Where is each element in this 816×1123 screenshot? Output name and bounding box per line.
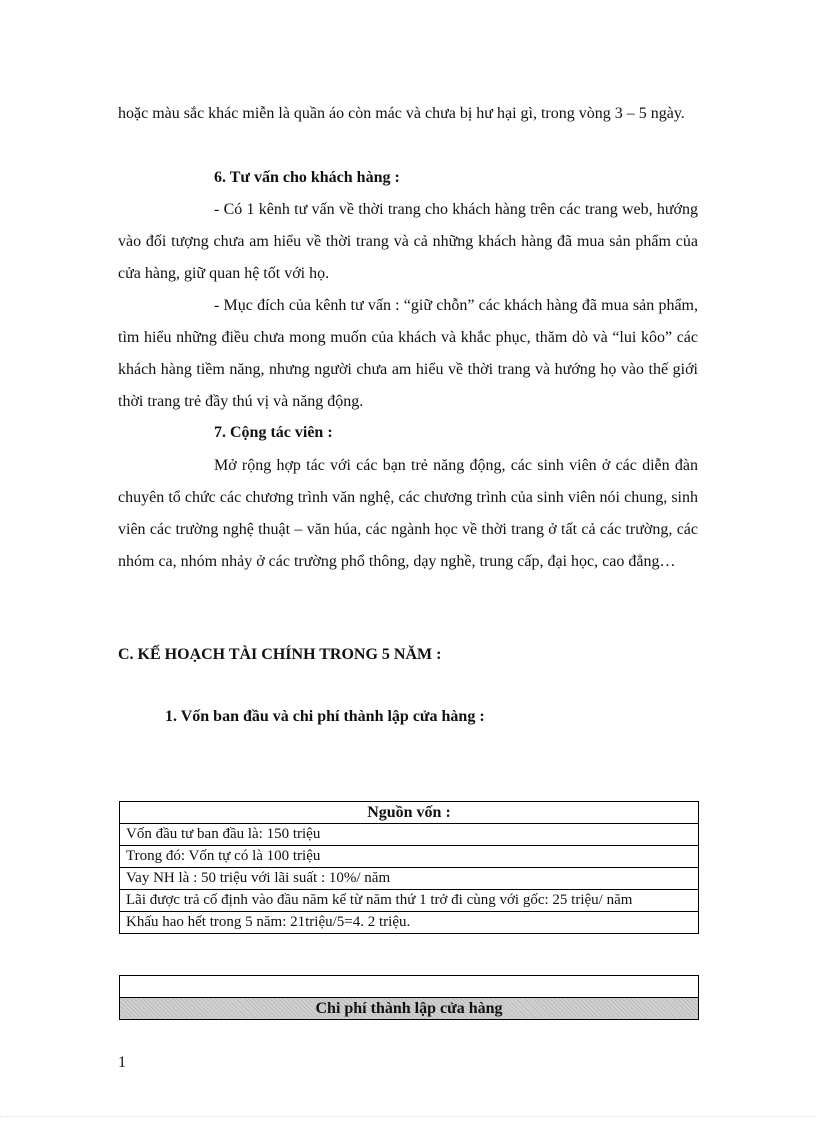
- table-cell: Trong đó: Vốn tự có là 100 triệu: [120, 846, 699, 868]
- cost-table-header: Chi phí thành lập cửa hàng: [120, 998, 699, 1020]
- heading-collaborators: 7. Cộng tác viên :: [214, 424, 333, 441]
- page-bottom-divider: [0, 1116, 816, 1117]
- table-row: [120, 824, 699, 846]
- table-header-row: [120, 802, 699, 824]
- heading-consulting: 6. Tư vấn cho khách hàng :: [214, 169, 400, 186]
- section-c-title: C. KẾ HOẠCH TÀI CHÍNH TRONG 5 NĂM :: [118, 646, 442, 663]
- table-cell: Vốn đầu tư ban đầu là: 150 triệu: [120, 824, 699, 846]
- paragraph-return-policy: hoặc màu sắc khác miễn là quần áo còn mác và chưa bị hư hại gì, trong vòng 3 – 5 ngày.: [118, 105, 685, 122]
- table-row: [120, 976, 699, 998]
- subsection-initial-capital: 1. Vốn ban đầu và chi phí thành lập cửa hàng :: [165, 708, 485, 725]
- table-row: [120, 890, 699, 912]
- table-row: [120, 868, 699, 890]
- paragraph-consulting-purpose: - Mục đích của kênh tư vấn : “giữ chỗn” các khách hàng đã mua sản phẩm, tìm hiểu những điều chưa mong muốn của khách và khắc phục, thăm dò và “lui kôo” các khách hàng tiềm năng, nhưng người chưa am hiểu về thời trang và hướng họ vào thế giới thời trang trẻ đầy thú vị và năng động.: [118, 297, 698, 410]
- capital-table: [119, 801, 699, 934]
- paragraph-collaborators: Mở rộng hợp tác với các bạn trẻ năng động, các sinh viên ở các diễn đàn chuyên tổ chức các chương trình văn nghệ, các chương trình của sinh viên nói chung, sinh viên các trường nghệ thuật – văn húa, các ngành học về thời trang ở tất cả các trường, các nhóm ca, nhóm nhảy ở các trường phổ thông, dạy nghề, trung cấp, đại học, cao đẳng…: [118, 457, 698, 570]
- table-cell-blank: [120, 976, 699, 998]
- page-number: 1: [118, 1054, 126, 1071]
- table-cell: Lãi được trả cố định vào đầu năm kể từ năm thứ 1 trở đi cùng với gốc: 25 triệu/ năm: [120, 890, 699, 912]
- table-cell: Vay NH là : 50 triệu với lãi suất : 10%/ năm: [120, 868, 699, 890]
- paragraph-consulting-channel: - Có 1 kênh tư vấn về thời trang cho khách hàng trên các trang web, hướng vào đối tượng chưa am hiểu về thời trang và cả những khách hàng đã mua sản phẩm của cửa hàng, giữ quan hệ tốt với họ.: [118, 201, 698, 282]
- table-row: [120, 846, 699, 868]
- capital-table-header: Nguồn vốn :: [120, 802, 699, 824]
- cost-table: [119, 975, 699, 1020]
- table-row: [120, 912, 699, 934]
- table-cell: Khấu hao hết trong 5 năm: 21triệu/5=4. 2 triệu.: [120, 912, 699, 934]
- table-header-row: [120, 998, 699, 1020]
